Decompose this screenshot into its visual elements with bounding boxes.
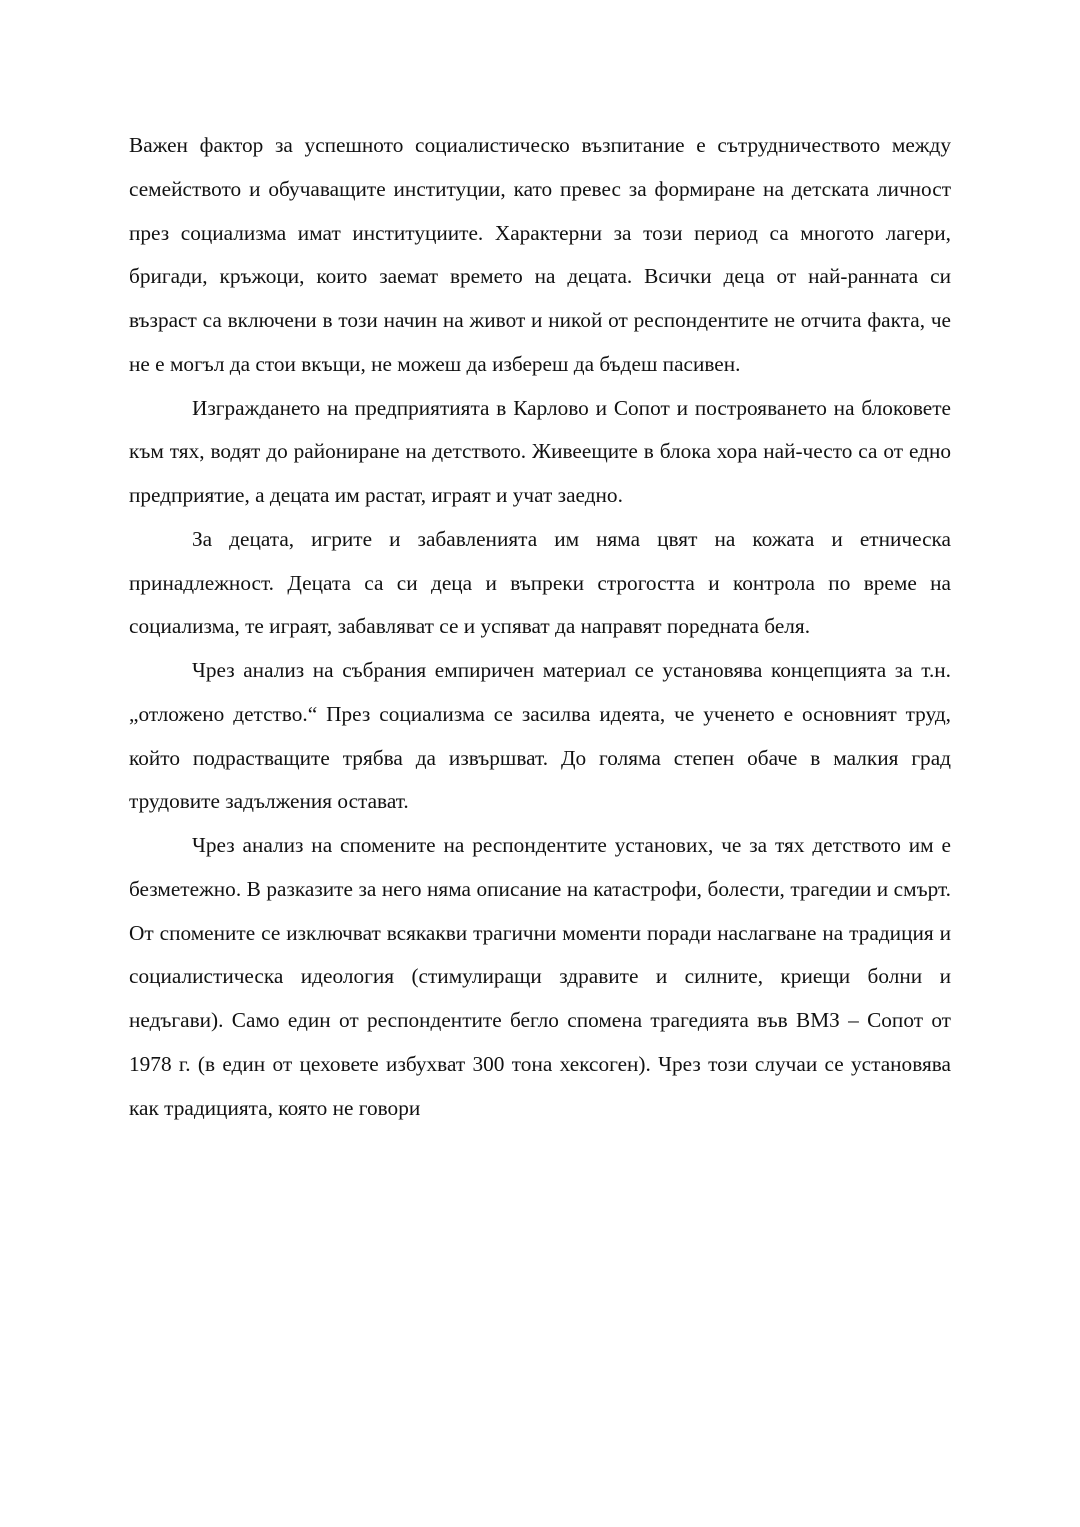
paragraph-memories: Чрез анализ на спомените на респондентите установих, че за тях детството им е безметежно. В разказите за него няма описание на катастрофи, болести, трагедии и смърт. От спомените се изключват всякакви трагични моменти поради наслагване на традиция и социалистическа идеология (стимулиращи здравите и силните, криещи болни и недъгави). Само един от респондентите бегло спомена трагедията във ВМЗ – Сопот от 1978 г. (в един от цеховете избухват 300 тона хексоген). Чрез този случаи се установява как традицията, която не говори [129,833,951,1120]
paragraph-districts: Изграждането на предприятията в Карлово и Сопот и построяването на блоковете към тях, водят до райониране на детството. Живеещите в блока хора най-често са от едно предприятие, а децата им растат, играят и учат заедно. [129,395,951,507]
paragraph-institutions: Важен фактор за успешното социалистическо възпитание е сътрудничеството между семейството и обучаващите институции, като превес за формиране на детската личност през социализма имат институциите. Характерни за този период са многото лагери, бригади, кръжоци, които заемат времето на децата. Всички деца от най-ранната си възраст са включени в този начин на живот и никой от респондентите не отчита факта, че не е могъл да стои вкъщи, не можеш да избереш да бъдеш пасивен. [129,133,951,376]
paragraph-children-play: За децата, игрите и забавленията им няма цвят на кожата и етническа принадлежност. Децата са си деца и въпреки строгостта и контрола по време на социализма, те играят, забавляват се и успяват да направят поредната беля. [129,526,951,639]
paragraph-postponed-childhood: Чрез анализ на събрания емпиричен материал се установява концепцията за т.н. „отложено детство.“ През социализма се засилва идеята, че ученето е основният труд, който подрастващите трябва да извършват. До голяма степен обаче в малкия град трудовите задължения остават. [129,658,951,814]
document-page [129,124,951,1130]
